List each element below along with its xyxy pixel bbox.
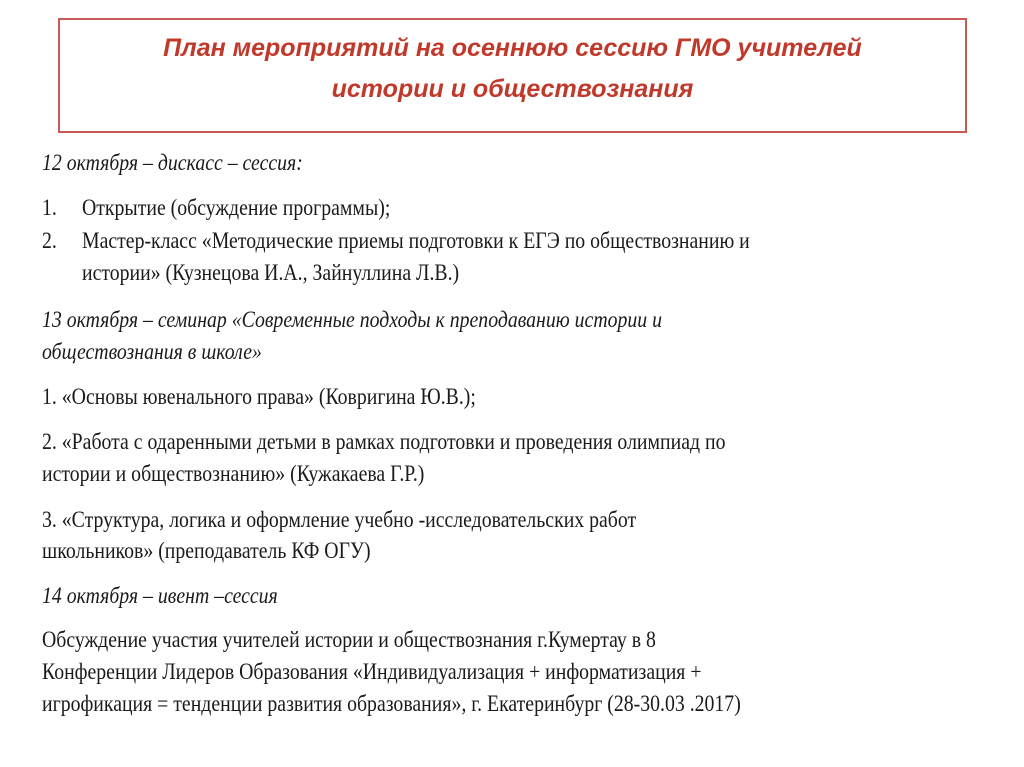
list-item-cont: истории» (Кузнецова И.А., Зайнуллина Л.В.) [82,260,460,285]
list-item: Мастер-класс «Методические приемы подготовки к ЕГЭ по обществознанию и [82,228,750,253]
list-item: 1. «Основы ювенального права» (Ковригина Ю.В.); [42,384,476,409]
paragraph-line: Обсуждение участия учителей истории и обществознания г.Кумертау в 8 [42,627,656,652]
day3-heading: 14 октября – ивент –сессия [42,583,278,608]
list-item-cont: школьников» (преподаватель КФ ОГУ) [42,538,371,563]
day2-heading: 13 октября – семинар «Современные подходы к преподаванию истории и [42,307,663,332]
day2-heading-cont: обществознания в школе» [42,339,262,364]
list-item-cont: истории и обществознанию» (Кужакаева Г.Р.) [42,461,425,486]
title-box [58,18,967,133]
list-number: 2. [42,228,57,253]
list-item: 2. «Работа с одаренными детьми в рамках подготовки и проведения олимпиад по [42,429,726,454]
slide-title-line-2: истории и обществознания [331,75,694,103]
list-number: 1. [42,195,57,220]
paragraph-line: игрофикация = тенденции развития образования», г. Екатеринбург (28-30.03 .2017) [42,691,741,716]
slide-title-line-1: План мероприятий на осеннюю сессию ГМО учителей [163,34,862,62]
paragraph-line: Конференции Лидеров Образования «Индивидуализация + информатизация + [42,659,702,684]
list-item: 3. «Структура, логика и оформление учебно -исследовательских работ [42,507,637,532]
list-item: Открытие (обсуждение программы); [82,195,391,220]
day1-heading: 12 октября – дискасс – сессия: [42,150,303,175]
